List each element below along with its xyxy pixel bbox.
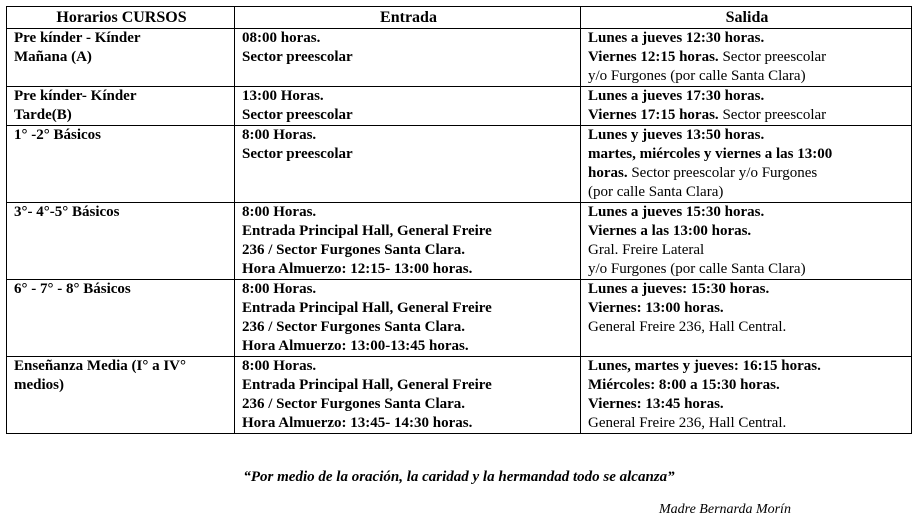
curso-cell — [7, 280, 235, 357]
entrada-line: Hora Almuerzo: 13:00-13:45 horas. — [242, 338, 469, 354]
salida-cell — [581, 203, 912, 280]
curso-cell — [7, 126, 235, 203]
entrada-cell — [235, 203, 581, 280]
entrada-line: 8:00 Horas. — [242, 281, 317, 297]
salida-cell — [581, 126, 912, 203]
salida-line — [588, 67, 906, 86]
entrada-line: 13:00 Horas. — [242, 88, 324, 104]
salida-line — [588, 183, 906, 202]
salida-line — [588, 48, 906, 67]
entrada-line: 236 / Sector Furgones Santa Clara. — [242, 396, 466, 412]
salida-line — [588, 203, 906, 222]
curso-line: 6° - 7° - 8° Básicos — [14, 281, 131, 297]
table-row — [7, 357, 912, 434]
salida-line — [588, 126, 906, 145]
entrada-line: 8:00 Horas. — [242, 127, 317, 143]
curso-cell — [7, 357, 235, 434]
salida-line — [588, 299, 906, 318]
entrada-cell — [235, 29, 581, 87]
curso-cell — [7, 29, 235, 87]
entrada-line: Hora Almuerzo: 13:45- 14:30 horas. — [242, 415, 473, 431]
curso-line: Tarde(B) — [14, 107, 72, 123]
salida-segment: Gral. Freire Lateral — [588, 242, 705, 258]
salida-cell — [581, 87, 912, 126]
salida-line — [588, 260, 906, 279]
salida-segment: Sector preescolar y/o Furgones — [627, 165, 818, 181]
entrada-line: 08:00 horas. — [242, 30, 321, 46]
curso-line: medios) — [14, 377, 64, 393]
salida-line — [588, 164, 906, 183]
table-header — [7, 7, 912, 29]
salida-segment: y/o Furgones (por calle Santa Clara) — [588, 261, 806, 277]
salida-segment: Lunes a jueves: 15:30 horas. — [588, 281, 770, 297]
table-body — [7, 29, 912, 434]
salida-cell — [581, 29, 912, 87]
curso-cell — [7, 87, 235, 126]
salida-segment: General Freire 236, Hall Central. — [588, 319, 787, 335]
salida-segment: Viernes: 13:45 horas. — [588, 396, 724, 412]
salida-line — [588, 29, 906, 48]
salida-cell — [581, 280, 912, 357]
header-row — [7, 7, 912, 29]
signature-text: Madre Bernarda Morín — [659, 502, 791, 517]
header-entrada: Entrada — [235, 7, 581, 29]
entrada-cell — [235, 126, 581, 203]
salida-line — [588, 357, 906, 376]
salida-cell — [581, 357, 912, 434]
motto-text: “Por medio de la oración, la caridad y la hermandad todo se alcanza” — [243, 469, 675, 485]
curso-line: Enseñanza Media (I° a IV° — [14, 358, 187, 374]
curso-line: Mañana (A) — [14, 49, 92, 65]
salida-segment: Viernes 17:15 horas. — [588, 107, 719, 123]
salida-segment: Miércoles: 8:00 a 15:30 horas. — [588, 377, 780, 393]
entrada-cell — [235, 87, 581, 126]
salida-segment: martes, miércoles y viernes a las 13:00 — [588, 146, 833, 162]
salida-segment: horas. — [588, 165, 628, 181]
salida-segment: General Freire 236, Hall Central. — [588, 415, 787, 431]
salida-line — [588, 241, 906, 260]
curso-line: Pre kínder - Kínder — [14, 30, 141, 46]
table-row — [7, 280, 912, 357]
salida-line — [588, 414, 906, 433]
table-row — [7, 87, 912, 126]
salida-line — [588, 222, 906, 241]
entrada-line: Entrada Principal Hall, General Freire — [242, 300, 492, 316]
entrada-cell — [235, 280, 581, 357]
header-salida: Salida — [581, 7, 912, 29]
entrada-line: 8:00 Horas. — [242, 358, 317, 374]
salida-segment: Lunes a jueves 15:30 horas. — [588, 204, 765, 220]
curso-line: Pre kínder- Kínder — [14, 88, 137, 104]
salida-segment: Lunes, martes y jueves: 16:15 horas. — [588, 358, 821, 374]
entrada-line: 8:00 Horas. — [242, 204, 317, 220]
salida-segment: (por calle Santa Clara) — [588, 184, 724, 200]
salida-line — [588, 280, 906, 299]
salida-line — [588, 376, 906, 395]
salida-segment: Sector preescolar — [718, 49, 827, 65]
salida-segment: y/o Furgones (por calle Santa Clara) — [588, 68, 806, 84]
entrada-line: Sector preescolar — [242, 146, 353, 162]
entrada-cell — [235, 357, 581, 434]
salida-line — [588, 395, 906, 414]
salida-segment: Sector preescolar — [718, 107, 827, 123]
curso-line: 1° -2° Básicos — [14, 127, 101, 143]
entrada-line: 236 / Sector Furgones Santa Clara. — [242, 242, 466, 258]
salida-segment: Lunes a jueves 17:30 horas. — [588, 88, 765, 104]
entrada-line: Sector preescolar — [242, 107, 353, 123]
salida-line — [588, 87, 906, 106]
salida-segment: Viernes a las 13:00 horas. — [588, 223, 752, 239]
entrada-line: Entrada Principal Hall, General Freire — [242, 223, 492, 239]
table-row — [7, 29, 912, 87]
schedule-table — [6, 6, 912, 434]
entrada-line: Hora Almuerzo: 12:15- 13:00 horas. — [242, 261, 473, 277]
header-cursos: Horarios CURSOS — [7, 7, 235, 29]
entrada-line: Entrada Principal Hall, General Freire — [242, 377, 492, 393]
salida-segment: Lunes y jueves 13:50 horas. — [588, 127, 765, 143]
table-row — [7, 126, 912, 203]
curso-line: 3°- 4°-5° Básicos — [14, 204, 120, 220]
salida-line — [588, 106, 906, 125]
salida-line — [588, 145, 906, 164]
salida-segment: Viernes 12:15 horas. — [588, 49, 719, 65]
entrada-line: 236 / Sector Furgones Santa Clara. — [242, 319, 466, 335]
entrada-line: Sector preescolar — [242, 49, 353, 65]
salida-segment: Viernes: 13:00 horas. — [588, 300, 724, 316]
curso-cell — [7, 203, 235, 280]
table-row — [7, 203, 912, 280]
salida-line — [588, 318, 906, 337]
salida-segment: Lunes a jueves 12:30 horas. — [588, 30, 765, 46]
